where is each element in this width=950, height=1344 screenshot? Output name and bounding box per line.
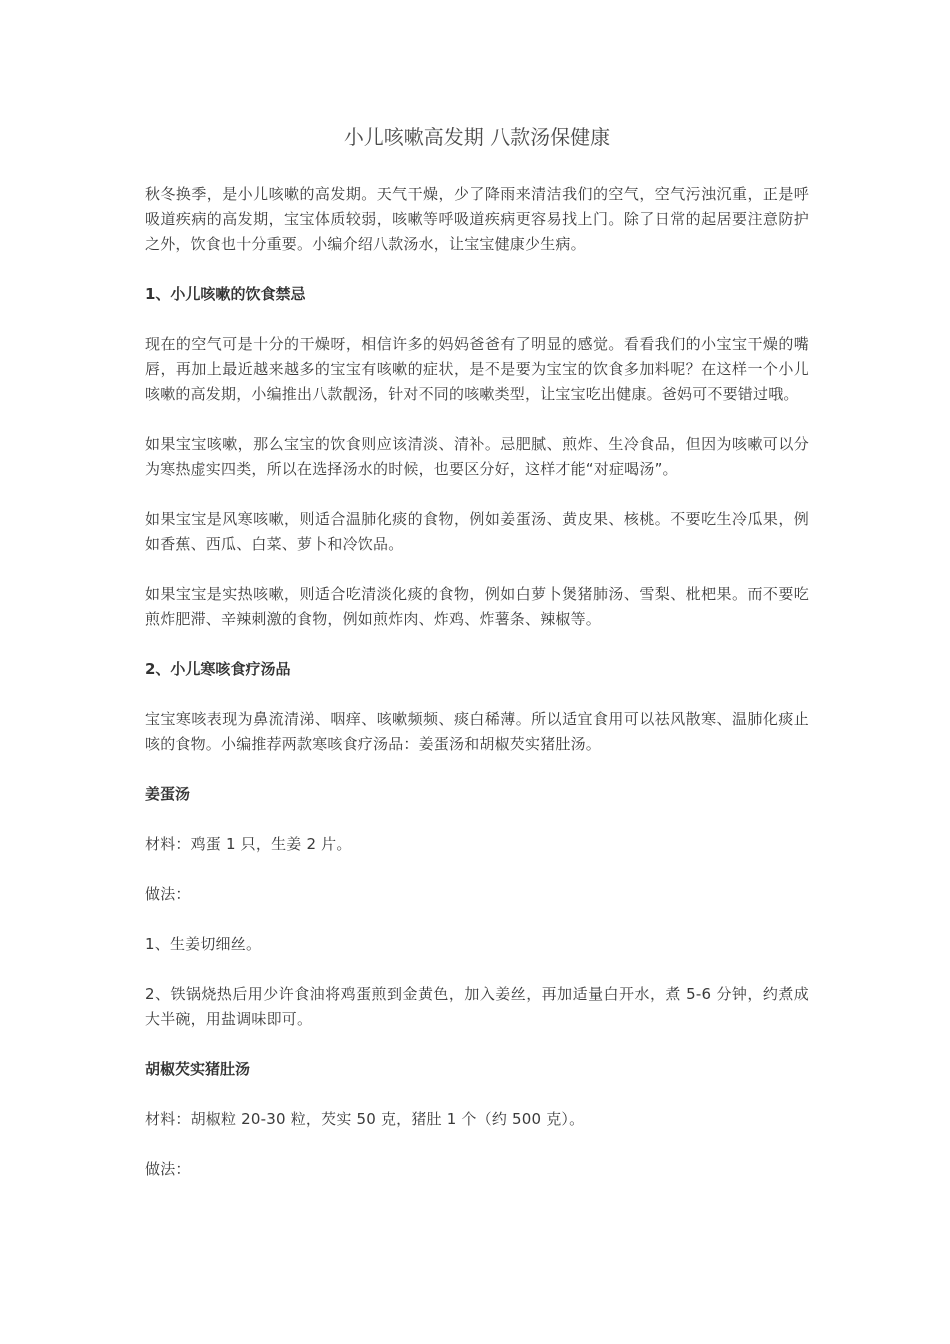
section-1-paragraph-1: 现在的空气可是十分的干燥呀，相信许多的妈妈爸爸有了明显的感觉。看看我们的小宝宝干燥的嘴唇，再加上最近越来越多的宝宝有咳嗽的症状，是不是要为宝宝的饮食多加料呢？在这样一个小儿咳嗽的高发期，小编推出八款靓汤，针对不同的咳嗽类型，让宝宝吃出健康。爸妈可不要错过哦。	[145, 335, 809, 403]
intro-paragraph: 秋冬换季，是小儿咳嗽的高发期。天气干燥，少了降雨来清洁我们的空气，空气污浊沉重，正是呼吸道疾病的高发期，宝宝体质较弱，咳嗽等呼吸道疾病更容易找上门。除了日常的起居要注意防护之外，饮食也十分重要。小编介绍八款汤水，让宝宝健康少生病。	[145, 185, 809, 253]
recipe-1-name: 姜蛋汤	[145, 785, 191, 803]
recipe-2-materials: 材料：胡椒粒 20-30 粒，芡实 50 克，猪肚 1 个（约 500 克）。	[145, 1110, 585, 1128]
section-1-paragraph-2: 如果宝宝咳嗽，那么宝宝的饮食则应该清淡、清补。忌肥腻、煎炸、生冷食品，但因为咳嗽可以分为寒热虚实四类，所以在选择汤水的时候，也要区分好，这样才能“对症喝汤”。	[145, 435, 809, 478]
recipe-2-name: 胡椒芡实猪肚汤	[145, 1060, 251, 1078]
recipe-1-materials: 材料：鸡蛋 1 只，生姜 2 片。	[145, 835, 352, 853]
section-1-paragraph-4: 如果宝宝是实热咳嗽，则适合吃清淡化痰的食物，例如白萝卜煲猪肺汤、雪梨、枇杷果。而不要吃煎炸肥滞、辛辣刺激的食物，例如煎炸肉、炸鸡、炸薯条、辣椒等。	[145, 585, 809, 628]
document-page	[145, 122, 809, 1207]
recipe-2-method-label: 做法：	[145, 1160, 191, 1178]
section-2-paragraph-1: 宝宝寒咳表现为鼻流清涕、咽痒、咳嗽频频、痰白稀薄。所以适宜食用可以祛风散寒、温肺化痰止咳的食物。小编推荐两款寒咳食疗汤品：姜蛋汤和胡椒芡实猪肚汤。	[145, 710, 809, 753]
document-title: 小儿咳嗽高发期 八款汤保健康	[343, 125, 611, 149]
recipe-1-step-2: 2、铁锅烧热后用少许食油将鸡蛋煎到金黄色，加入姜丝，再加适量白开水，煮 5-6 分钟，约煮成大半碗，用盐调味即可。	[145, 985, 809, 1028]
recipe-1-method-label: 做法：	[145, 885, 191, 903]
section-1-heading: 1、小儿咳嗽的饮食禁忌	[145, 285, 306, 303]
recipe-1-step-1: 1、生姜切细丝。	[145, 935, 262, 953]
section-2-heading: 2、小儿寒咳食疗汤品	[145, 660, 291, 678]
section-1-paragraph-3: 如果宝宝是风寒咳嗽，则适合温肺化痰的食物，例如姜蛋汤、黄皮果、核桃。不要吃生冷瓜果，例如香蕉、西瓜、白菜、萝卜和冷饮品。	[145, 510, 809, 553]
